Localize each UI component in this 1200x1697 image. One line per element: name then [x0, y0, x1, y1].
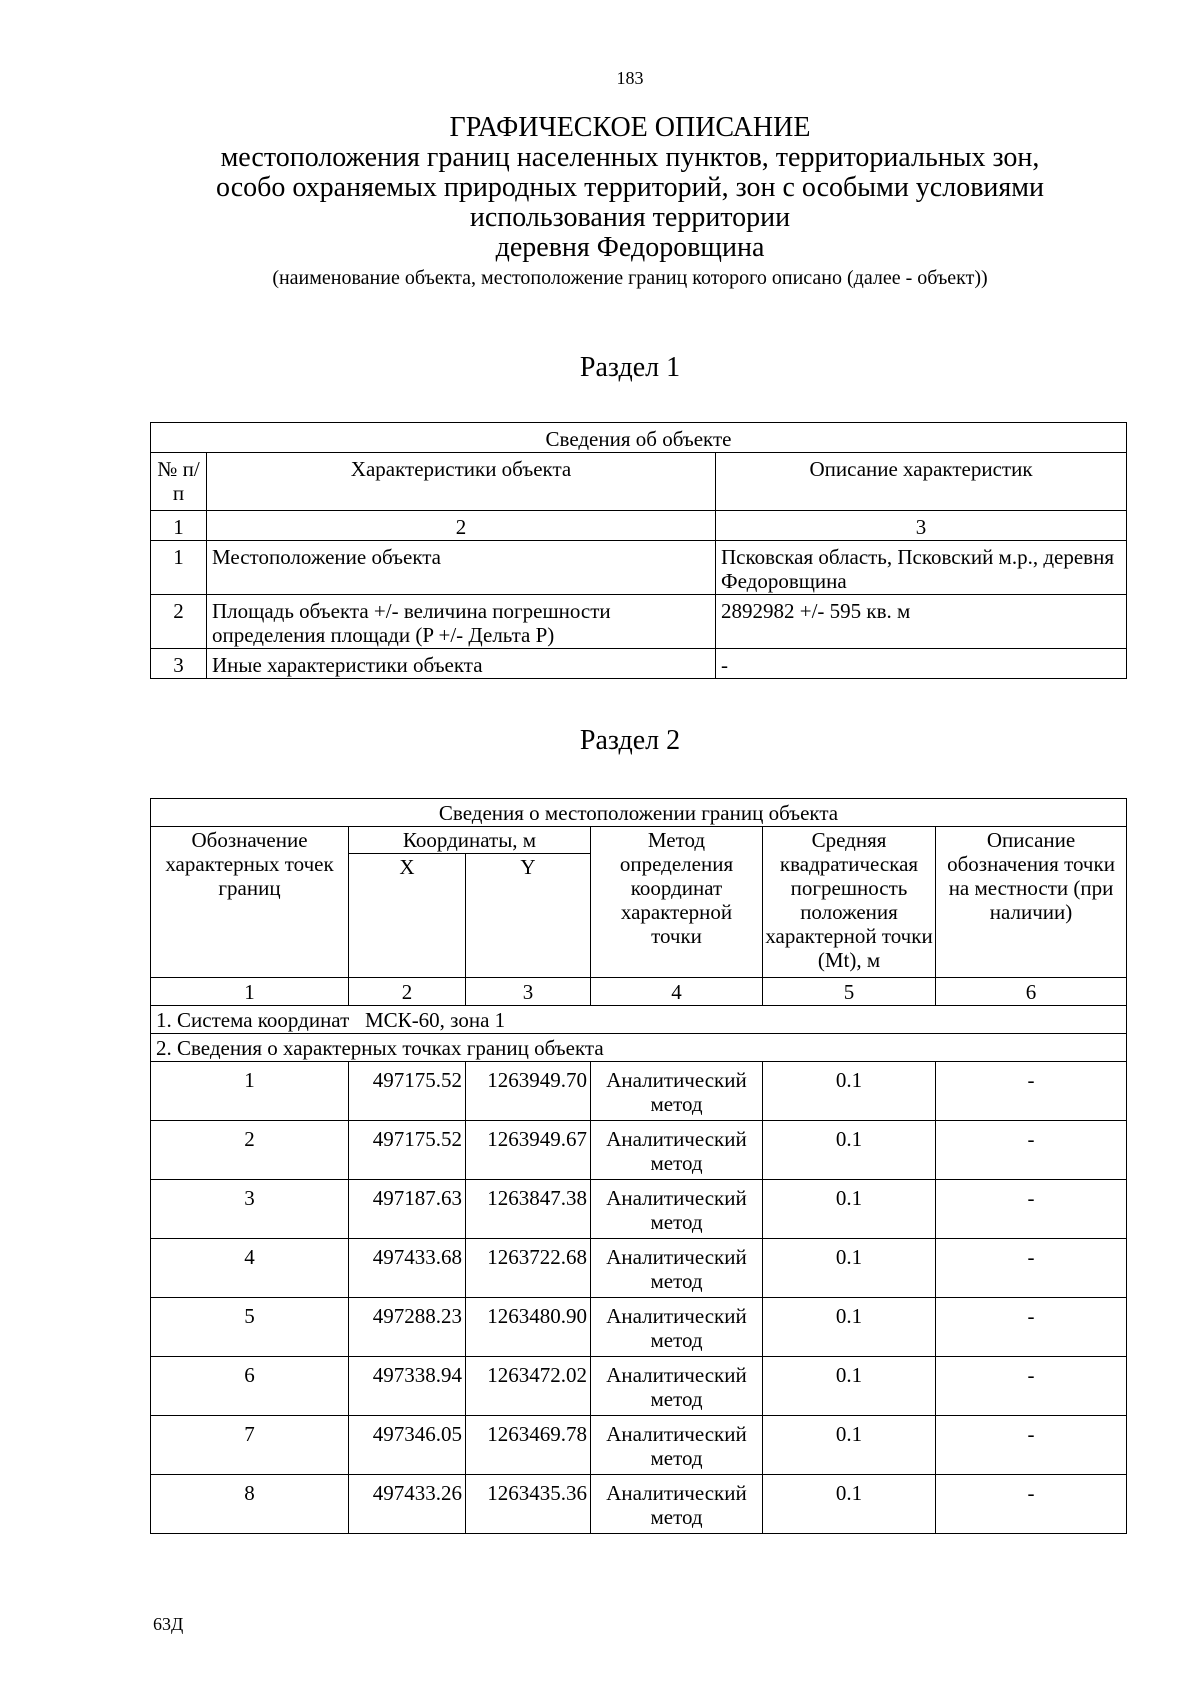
subtitle-line: местоположения границ населенных пунктов, территориальных зон,	[220, 142, 1040, 173]
description-cell: -	[936, 1180, 1127, 1239]
document-title: ГРАФИЧЕСКОЕ ОПИСАНИЕ	[449, 112, 811, 143]
table-row	[151, 1062, 1127, 1121]
coordinate-y: 1263847.38	[466, 1180, 591, 1239]
characteristic-value: Псковская область, Псковский м.р., деревня Федоровщина	[716, 541, 1127, 595]
section1-title: Раздел 1	[579, 352, 681, 383]
point-number: 3	[151, 1180, 349, 1239]
point-number: 5	[151, 1298, 349, 1357]
description-cell: -	[936, 1416, 1127, 1475]
subtitle-note: (наименование объекта, местоположение границ которого описано (далее - объект))	[272, 267, 988, 289]
boundary-points-table	[150, 798, 1127, 1534]
characteristic-name: Местоположение объекта	[207, 541, 716, 595]
column-header: № п/п	[151, 453, 207, 511]
method-cell: Аналитический метод	[591, 1121, 763, 1180]
accuracy-cell: 0.1	[763, 1062, 936, 1121]
subtitle-line: особо охраняемых природных территорий, зон с особыми условиями	[216, 172, 1044, 203]
point-number: 6	[151, 1357, 349, 1416]
column-header: Y	[466, 854, 591, 978]
table-row	[151, 1239, 1127, 1298]
table-row	[151, 595, 1127, 649]
coordinate-system: 1. Система координат МСК-60, зона 1	[151, 1006, 1127, 1034]
point-number: 1	[151, 1062, 349, 1121]
column-header: Средняя квадратическая погрешность положения характерной точки (Mt), м	[763, 827, 936, 978]
accuracy-cell: 0.1	[763, 1121, 936, 1180]
description-cell: -	[936, 1062, 1127, 1121]
row-number: 3	[151, 649, 207, 679]
object-info-table	[150, 422, 1127, 679]
subtitle-line: использования территории	[469, 202, 791, 233]
page-number: 183	[616, 68, 644, 88]
column-number: 1	[151, 511, 207, 541]
column-number: 3	[466, 978, 591, 1006]
accuracy-cell: 0.1	[763, 1357, 936, 1416]
table-row	[151, 649, 1127, 679]
coordinate-x: 497175.52	[349, 1062, 466, 1121]
accuracy-cell: 0.1	[763, 1298, 936, 1357]
table-row	[151, 1475, 1127, 1534]
column-number: 6	[936, 978, 1127, 1006]
coordinate-y: 1263722.68	[466, 1239, 591, 1298]
description-cell: -	[936, 1121, 1127, 1180]
table-row	[151, 1416, 1127, 1475]
method-cell: Аналитический метод	[591, 1298, 763, 1357]
characteristic-value: 2892982 +/- 595 кв. м	[716, 595, 1127, 649]
coordinate-x: 497175.52	[349, 1121, 466, 1180]
point-number: 2	[151, 1121, 349, 1180]
coordinate-x: 497433.26	[349, 1475, 466, 1534]
method-cell: Аналитический метод	[591, 1416, 763, 1475]
table-row	[151, 1180, 1127, 1239]
coordinate-y: 1263469.78	[466, 1416, 591, 1475]
column-header: X	[349, 854, 466, 978]
column-number: 3	[716, 511, 1127, 541]
accuracy-cell: 0.1	[763, 1239, 936, 1298]
table-caption: Сведения об объекте	[151, 423, 1127, 453]
row-number: 2	[151, 595, 207, 649]
table-caption: Сведения о местоположении границ объекта	[151, 799, 1127, 827]
point-number: 8	[151, 1475, 349, 1534]
column-header: Описание характеристик	[716, 453, 1127, 511]
object-name: деревня Федоровщина	[495, 232, 765, 263]
characteristic-value: -	[716, 649, 1127, 679]
column-header: Описание обозначения точки на местности (при наличии)	[936, 827, 1127, 978]
method-cell: Аналитический метод	[591, 1239, 763, 1298]
characteristic-name: Площадь объекта +/- величина погрешности определения площади (P +/- Дельта P)	[207, 595, 716, 649]
table-row	[151, 541, 1127, 595]
accuracy-cell: 0.1	[763, 1180, 936, 1239]
row-number: 1	[151, 541, 207, 595]
coordinate-x: 497338.94	[349, 1357, 466, 1416]
section2-title: Раздел 2	[579, 725, 681, 756]
points-caption: 2. Сведения о характерных точках границ объекта	[151, 1034, 1127, 1062]
method-cell: Аналитический метод	[591, 1062, 763, 1121]
coordinate-y: 1263949.67	[466, 1121, 591, 1180]
point-number: 7	[151, 1416, 349, 1475]
column-number: 2	[349, 978, 466, 1006]
method-cell: Аналитический метод	[591, 1357, 763, 1416]
method-cell: Аналитический метод	[591, 1180, 763, 1239]
column-header: Метод определения координат характерной точки	[591, 827, 763, 978]
column-header: Обозначение характерных точек границ	[151, 827, 349, 978]
accuracy-cell: 0.1	[763, 1416, 936, 1475]
column-header: Координаты, м	[349, 827, 591, 854]
coordinate-x: 497288.23	[349, 1298, 466, 1357]
table-row	[151, 1121, 1127, 1180]
column-number: 5	[763, 978, 936, 1006]
column-number: 4	[591, 978, 763, 1006]
method-cell: Аналитический метод	[591, 1475, 763, 1534]
coordinate-x: 497187.63	[349, 1180, 466, 1239]
coordinate-x: 497346.05	[349, 1416, 466, 1475]
column-number: 2	[207, 511, 716, 541]
column-header: Характеристики объекта	[207, 453, 716, 511]
coordinate-y: 1263472.02	[466, 1357, 591, 1416]
coordinate-x: 497433.68	[349, 1239, 466, 1298]
table-row	[151, 1298, 1127, 1357]
accuracy-cell: 0.1	[763, 1475, 936, 1534]
description-cell: -	[936, 1298, 1127, 1357]
description-cell: -	[936, 1357, 1127, 1416]
coordinate-y: 1263435.36	[466, 1475, 591, 1534]
document-heading	[0, 113, 1200, 291]
table-row	[151, 1357, 1127, 1416]
description-cell: -	[936, 1475, 1127, 1534]
description-cell: -	[936, 1239, 1127, 1298]
coordinate-y: 1263480.90	[466, 1298, 591, 1357]
coordinate-y: 1263949.70	[466, 1062, 591, 1121]
footer-code: 63Д	[153, 1614, 184, 1634]
characteristic-name: Иные характеристики объекта	[207, 649, 716, 679]
column-number: 1	[151, 978, 349, 1006]
point-number: 4	[151, 1239, 349, 1298]
